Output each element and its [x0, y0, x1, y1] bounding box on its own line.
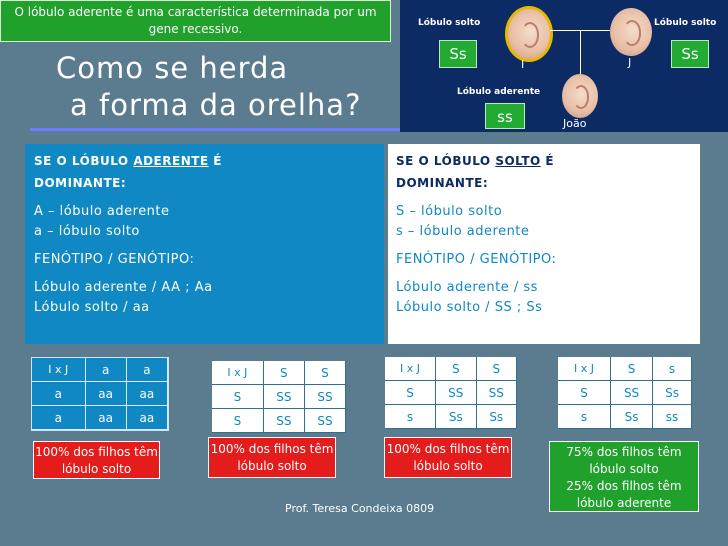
adherent-dominant-panel	[25, 144, 384, 344]
table-cell: S	[212, 385, 264, 409]
punnett-table-2	[212, 361, 346, 433]
table-cell: s	[385, 405, 436, 429]
descent-line	[580, 30, 581, 74]
result-box-3: 100% dos filhos têm lóbulo solto	[384, 437, 512, 478]
ear-photo-left-icon	[505, 6, 553, 62]
table-cell: SS	[477, 381, 517, 405]
table-row	[385, 357, 517, 381]
table-cell: s	[653, 357, 692, 381]
title-line-2: a forma da orelha?	[70, 88, 362, 122]
table-row	[558, 405, 692, 429]
loose-dominant-panel	[388, 144, 700, 344]
right-heading-line2: DOMINANTE:	[396, 176, 489, 190]
table-cell: aa	[127, 406, 168, 430]
table-cell: aa	[127, 382, 168, 406]
table-cell: Ss	[477, 405, 517, 429]
right-parent-genotype: Ss	[671, 40, 709, 68]
recessive-gene-note: O lóbulo aderente é uma característica determinada por um gene recessivo.	[0, 0, 391, 42]
ear-photo-child-icon	[562, 74, 598, 118]
table-cell: SS	[264, 385, 305, 409]
table-cell: a	[32, 406, 86, 430]
table-row	[212, 361, 346, 385]
table-cell: I x J	[558, 357, 611, 381]
table-cell: S	[264, 361, 305, 385]
table-row	[212, 409, 346, 433]
table-cell: I x J	[385, 357, 436, 381]
right-allele-1: S – lóbulo solto	[396, 204, 503, 219]
child-genotype: ss	[485, 103, 525, 129]
result-box-1: 100% dos filhos têm lóbulo solto	[33, 441, 160, 479]
table-cell: a	[86, 358, 127, 382]
table-row	[32, 358, 168, 382]
table-cell: S	[611, 357, 653, 381]
left-pheno-title: FENÓTIPO / GENÓTIPO:	[34, 252, 195, 267]
result-box-2: 100% dos filhos têm lóbulo solto	[208, 437, 336, 478]
left-allele-1: A – lóbulo aderente	[34, 204, 170, 219]
table-cell: S	[385, 381, 436, 405]
table-cell: SS	[264, 409, 305, 433]
table-cell: aa	[86, 382, 127, 406]
pedigree-panel	[400, 0, 728, 132]
table-row	[385, 381, 517, 405]
left-parent-id: I	[521, 58, 525, 71]
title-underline	[30, 128, 406, 131]
table-cell: S	[305, 361, 346, 385]
table-cell: Ss	[611, 405, 653, 429]
result-4-line-2: 25% dos filhos têm lóbulo aderente	[566, 479, 682, 510]
table-cell: a	[127, 358, 168, 382]
left-parent-label: Lóbulo solto	[418, 18, 481, 28]
table-cell: I x J	[212, 361, 264, 385]
table-cell: ss	[653, 405, 692, 429]
table-row	[32, 406, 168, 430]
table-cell: s	[558, 405, 611, 429]
table-row	[212, 385, 346, 409]
table-cell: I x J	[32, 358, 86, 382]
result-box-4	[549, 441, 699, 512]
punnett-table-1	[31, 357, 169, 431]
footer-credit: Prof. Teresa Condeixa 0809	[285, 502, 435, 515]
page-title	[56, 50, 361, 124]
left-pheno-2: Lóbulo solto / aa	[34, 300, 150, 315]
child-label: Lóbulo aderente	[457, 87, 541, 97]
table-row	[558, 381, 692, 405]
table-cell: SS	[305, 409, 346, 433]
table-cell: Ss	[436, 405, 476, 429]
punnett-table-3	[385, 357, 517, 429]
right-allele-2: s – lóbulo aderente	[396, 224, 530, 239]
right-heading: SE O LÓBULO SOLTO É	[396, 154, 555, 168]
table-row	[385, 405, 517, 429]
punnett-table-4	[558, 357, 692, 429]
left-allele-2: a – lóbulo solto	[34, 224, 140, 239]
left-parent-genotype: Ss	[439, 40, 477, 68]
table-row	[32, 382, 168, 406]
child-name: João	[563, 117, 587, 130]
left-pheno-1: Lóbulo aderente / AA ; Aa	[34, 280, 213, 295]
table-cell: SS	[305, 385, 346, 409]
right-pheno-title: FENÓTIPO / GENÓTIPO:	[396, 252, 557, 267]
left-heading: SE O LÓBULO ADERENTE É	[34, 154, 222, 168]
result-4-line-1: 75% dos filhos têm lóbulo solto	[566, 445, 682, 476]
table-cell: S	[558, 381, 611, 405]
right-parent-label: Lóbulo solto	[654, 18, 717, 28]
table-row	[558, 357, 692, 381]
table-cell: a	[32, 382, 86, 406]
table-cell: aa	[86, 406, 127, 430]
table-cell: S	[212, 409, 264, 433]
table-cell: SS	[611, 381, 653, 405]
table-cell: S	[436, 357, 476, 381]
table-cell: Ss	[653, 381, 692, 405]
table-cell: SS	[436, 381, 476, 405]
title-line-1: Como se herda	[56, 51, 289, 85]
left-heading-line2: DOMINANTE:	[34, 176, 127, 190]
right-pheno-2: Lóbulo solto / SS ; Ss	[396, 300, 543, 315]
right-pheno-1: Lóbulo aderente / ss	[396, 280, 538, 295]
ear-photo-right-icon	[610, 8, 652, 56]
table-cell: S	[477, 357, 517, 381]
right-parent-id: J	[628, 56, 632, 69]
